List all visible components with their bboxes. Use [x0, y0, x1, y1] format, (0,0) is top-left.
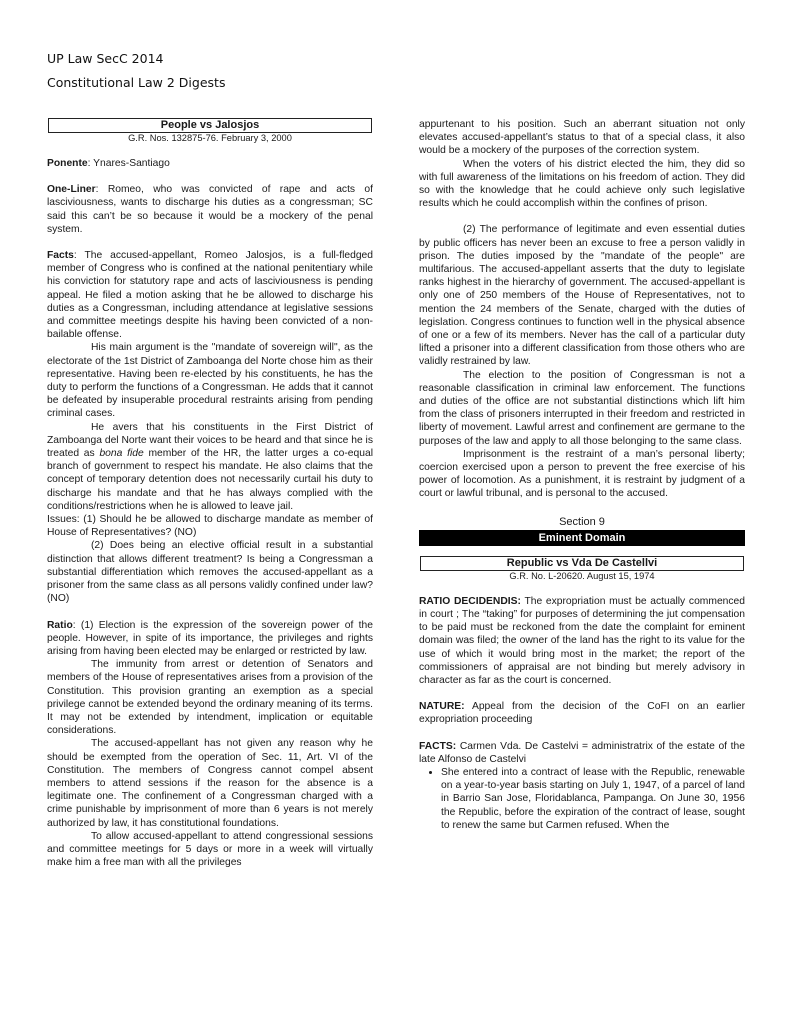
- ponente-text: : Ynares-Santiago: [87, 158, 170, 169]
- nature-text: Appeal from the decision of the CoFI on an earlier expropriation proceeding: [419, 701, 745, 726]
- ratio-decidendis-paragraph: [419, 595, 745, 687]
- ratio-label: Ratio: [47, 619, 73, 631]
- nature-paragraph: [419, 700, 745, 726]
- nature-label: NATURE:: [419, 701, 465, 713]
- case-title-box-2: Republic vs Vda De Castellvi: [420, 556, 744, 571]
- section-heading: Section 9: [559, 515, 605, 528]
- ratio-paragraph-4: To allow accused-appellant to attend congressional sessions and committee meetings for 5 days or more in a week will virtually make him a free man with all the privileges: [47, 830, 373, 869]
- list-item: • She entered into a contract of lease with the Republic, renewable on a year-to-year basis starting on July 1, 1947, of a parcel of land in Barrio San Jose, Floridablanca, Pampanga. On June 30, 1956 the Republic, before the expiration of the contract of lease, sought to renew the same but Carmen refused. When the: [441, 766, 745, 832]
- document-header-subject: Constitutional Law 2 Digests: [47, 75, 226, 90]
- case-citation: G.R. Nos. 132875-76. February 3, 2000: [128, 133, 292, 143]
- ratio-paragraph-3: The accused-appellant has not given any reason why he should be exempted from the operation of Sec. 11, Art. VI of the Constitution. The members of Congress cannot compel absent members to attend sessions if the reason for the absence is a legitimate one. The confinement of a Congressman charged with a crime punishable by imprisonment of more than 6 years is not merely authorized by law, it has constitutional foundations.: [47, 738, 373, 829]
- facts-text: : The accused-appellant, Romeo Jalosjos, is a full-fledged member of Congress who is confined at the national penitentiary while his conviction for statutory rape and acts of lasciviousness is pending appeal. He filed a motion asking that he be allowed to discharge his duties as a Congressman, including attendance at legislative sessions and committee meetings despite his having been convicted of a non-bailable offense.: [47, 250, 373, 341]
- continued-paragraph-5: Imprisonment is the restraint of a man’s personal liberty; coercion exercised upon a person to prevent the free exercise of his power of locomotion. As a punishment, it is restraint by judgment of a court or lawful tribunal, and is personal to the accused.: [419, 448, 745, 500]
- ponente-line: [47, 157, 373, 170]
- facts-p3-italic: bona fide: [99, 448, 144, 460]
- facts-label-right: FACTS:: [419, 740, 457, 752]
- facts-text-right: Carmen Vda. De Castelvi = administratrix of the estate of the late Alfonso de Castelvi: [419, 740, 745, 765]
- one-liner-paragraph: [47, 183, 373, 236]
- continued-paragraph-1: appurtenant to his position. Such an aberrant situation not only elevates accused-appellant’s status to that of a special class, it also would be a mockery of the purposes of the correction system.: [419, 119, 745, 157]
- ponente-label: Ponente: [47, 158, 88, 169]
- facts-p3-text-a: He avers that his constituents in the First District of Zamboanga del Norte want their voices to be heard and that since he is treated as: [47, 421, 373, 460]
- section-title-bar: Eminent Domain: [419, 530, 745, 546]
- facts-paragraph-2: His main argument is the "mandate of sovereign will", as the electorate of the 1st District of Zamboanga del Norte chose him as their representative. Having been re-elected by his constituents, he has the duty to perform the functions of a Congressman. He adds that it cannot be defeated by insuperable procedural restraints arising from pending criminal cases.: [47, 342, 373, 420]
- right-column: [419, 118, 745, 832]
- one-liner-label: One-Liner: [47, 184, 96, 196]
- facts-p3-text-b: member of the HR, the latter urges a co-equal branch of government to respect his mandate. He also claims that the concept of temporary detention does not necessarily curtail his duty to discharge his mandate and that he has always complied with the conditions/restrictions when he is allowed to leave jail.: [47, 448, 374, 512]
- ratio-paragraph-2: The immunity from arrest or detention of Senators and members of the House of representatives arises from a provision of the Constitution. This provision granting an exemption as a special privilege cannot be extended beyond the ordinary meaning of its terms. It may not be extended by intendment, implication or equitable considerations.: [47, 659, 373, 737]
- issues-paragraph-1: Issues: (1) Should he be allowed to discharge mandate as member of House of Representatives? (NO): [47, 514, 373, 539]
- one-liner-text: : Romeo, who was convicted of rape and acts of lasciviousness, wants to discharge his duties as a congressman; SC said this can’t be so because it would be a mockery of the penal system.: [47, 184, 373, 235]
- case-title-box: People vs Jalosjos: [48, 118, 372, 133]
- facts-label: Facts: [47, 250, 74, 262]
- left-column: [47, 118, 373, 869]
- ratio-text: : (1) Election is the expression of the sovereign power of the people. However, in spite of its importance, the privileges and rights arising from having been elected may be enlarged or restricted by law.: [47, 619, 373, 657]
- ratio-paragraph: [47, 619, 373, 659]
- ratio-decidendis-label: RATIO DECIDENDIS:: [419, 595, 521, 607]
- facts-paragraph-3: [47, 421, 373, 513]
- continued-paragraph-2: When the voters of his district elected the him, they did so with full awareness of the limitations on his freedom of action. They did so with the knowledge that he could achieve only such legislative results which he could accomplish within the confines of prison.: [419, 158, 745, 210]
- facts-paragraph: [47, 249, 373, 341]
- issues-paragraph-2: (2) Does being an elective official result in a substantial distinction that allows different treatment? Is being a Congressman a substantial differentiation which removes the accused-appellant as a prisoner from the same class as all persons validly confined under law? (NO): [47, 540, 373, 605]
- document-header-course: UP Law SecC 2014: [47, 51, 164, 66]
- facts-bullet-list: [419, 766, 745, 832]
- facts-paragraph-right: [419, 740, 745, 766]
- continued-paragraph-4: The election to the position of Congressman is not a reasonable classification in criminal law enforcement. The functions and duties of the office are not substantial distinctions which lift him from the class of prisoners interrupted in their freedom and restricted in liberty of movement. Lawful arrest and confinement are germane to the purposes of the law and apply to all those belonging to the same class.: [419, 369, 745, 447]
- ratio-decidendis-text: The expropriation must be actually commenced in court ; The “taking” for purposes of determining the jut compensation to be paid must be reckoned from the date the complaint for eminent domain was filed; the owner of the land has the right to its value for the use of which it would bring most in the market; the report of the commissioners of appraisal are not binding but merely advisory in character as far as the court is concerned.: [419, 595, 745, 686]
- case-citation-2: G.R. No. L-20620. August 15, 1974: [509, 570, 655, 581]
- continued-paragraph-3: (2) The performance of legitimate and even essential duties by public officers has never been an excuse to free a person validly in prison. The duties imposed by the "mandate of the people" are multifarious. The accused-appellant asserts that the duty to legislate ranks highest in the hierarchy of government. The accused-appellant is only one of 250 members of the House of Representatives, not to mention the 24 members of the Senate, charged with the duties of legislation. Congress continues to function well in the physical absence of one or a few of its members. Never has the call of a particular duty lifted a prisoner into a different classification from those others who are validly restrained by law.: [419, 224, 745, 368]
